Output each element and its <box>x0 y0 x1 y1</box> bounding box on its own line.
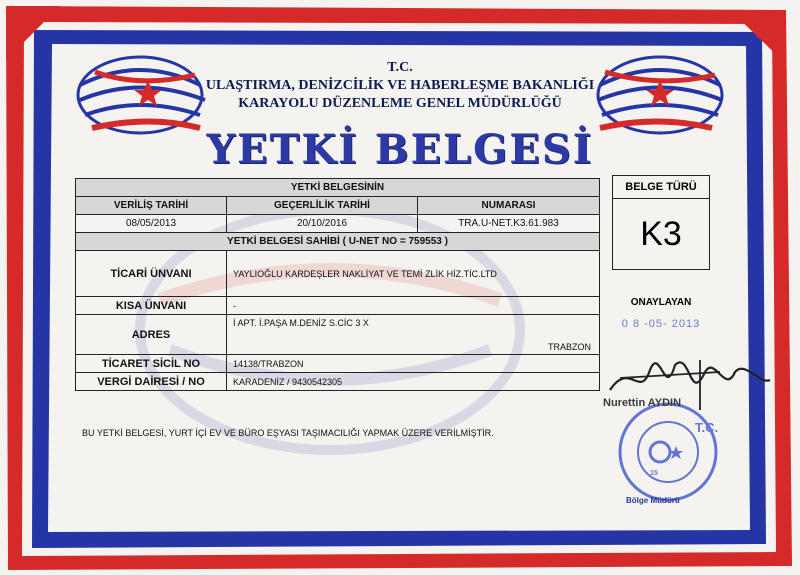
belge-turu-label: BELGE TÜRÜ <box>612 175 710 199</box>
tax-label: VERGİ DAİRESİ / NO <box>76 373 227 391</box>
issue-date: 08/05/2013 <box>76 215 227 233</box>
trade-name-label: TİCARİ ÜNVANI <box>76 251 227 297</box>
tax-value: KARADENİZ / 9430542305 <box>227 373 600 391</box>
approver-label: ONAYLAYAN <box>630 297 692 308</box>
address-label: ADRES <box>76 315 227 355</box>
document-title: YETKİ BELGESİ <box>206 126 594 173</box>
col-issue-date: VERİLİŞ TARİHİ <box>76 197 227 215</box>
registry-label: TİCARET SİCİL NO <box>76 355 227 373</box>
col-number: NUMARASI <box>418 197 600 215</box>
signatory-title: Bölge Müdürü <box>626 496 680 505</box>
approval-stamp-date: 0 8 -05- 2013 <box>621 318 701 330</box>
certificate-number: TRA.U-NET.K3.61.983 <box>418 215 600 233</box>
section-header: YETKİ BELGESİNİN <box>76 179 600 197</box>
registry-value: 14138/TRABZON <box>227 355 600 373</box>
header-tc: T.C. <box>387 60 413 75</box>
header-ministry: ULAŞTIRMA, DENİZCİLİK VE HABERLEŞME BAKANLIĞI <box>205 78 595 93</box>
certificate-table <box>75 178 600 391</box>
address-value <box>227 315 600 355</box>
signatory-name: Nurettin AYDIN <box>603 397 682 409</box>
header-directorate: KARAYOLU DÜZENLEME GENEL MÜDÜRLÜĞÜ <box>238 96 562 111</box>
footer-statement: BU YETKİ BELGESİ, YURT İÇİ EV VE BÜRO EŞYASI TAŞIMACILIĞI YAPMAK ÜZERE VERİLMİŞTİR. <box>82 428 494 438</box>
address-line: İ APT. İ.PAŞA M.DENİZ S.CİC 3 X <box>233 318 369 328</box>
short-name-label: KISA ÜNVANI <box>76 297 227 315</box>
valid-date: 20/10/2016 <box>227 215 418 233</box>
col-valid-date: GEÇERLİLİK TARİHİ <box>227 197 418 215</box>
address-city: TRABZON <box>547 342 591 352</box>
seal-top-text: T.C. <box>695 420 719 435</box>
owner-header: YETKİ BELGESİ SAHİBİ ( U-NET NO = 759553 ) <box>76 233 600 251</box>
trade-name-value: YAYLIOĞLU KARDEŞLER NAKLİYAT VE TEMİ ZLİK HİZ.TİC.LTD <box>227 251 600 297</box>
belge-turu-code: K3 <box>612 198 710 270</box>
seal-number: 15 <box>650 470 658 477</box>
short-name-value: - <box>227 297 600 315</box>
